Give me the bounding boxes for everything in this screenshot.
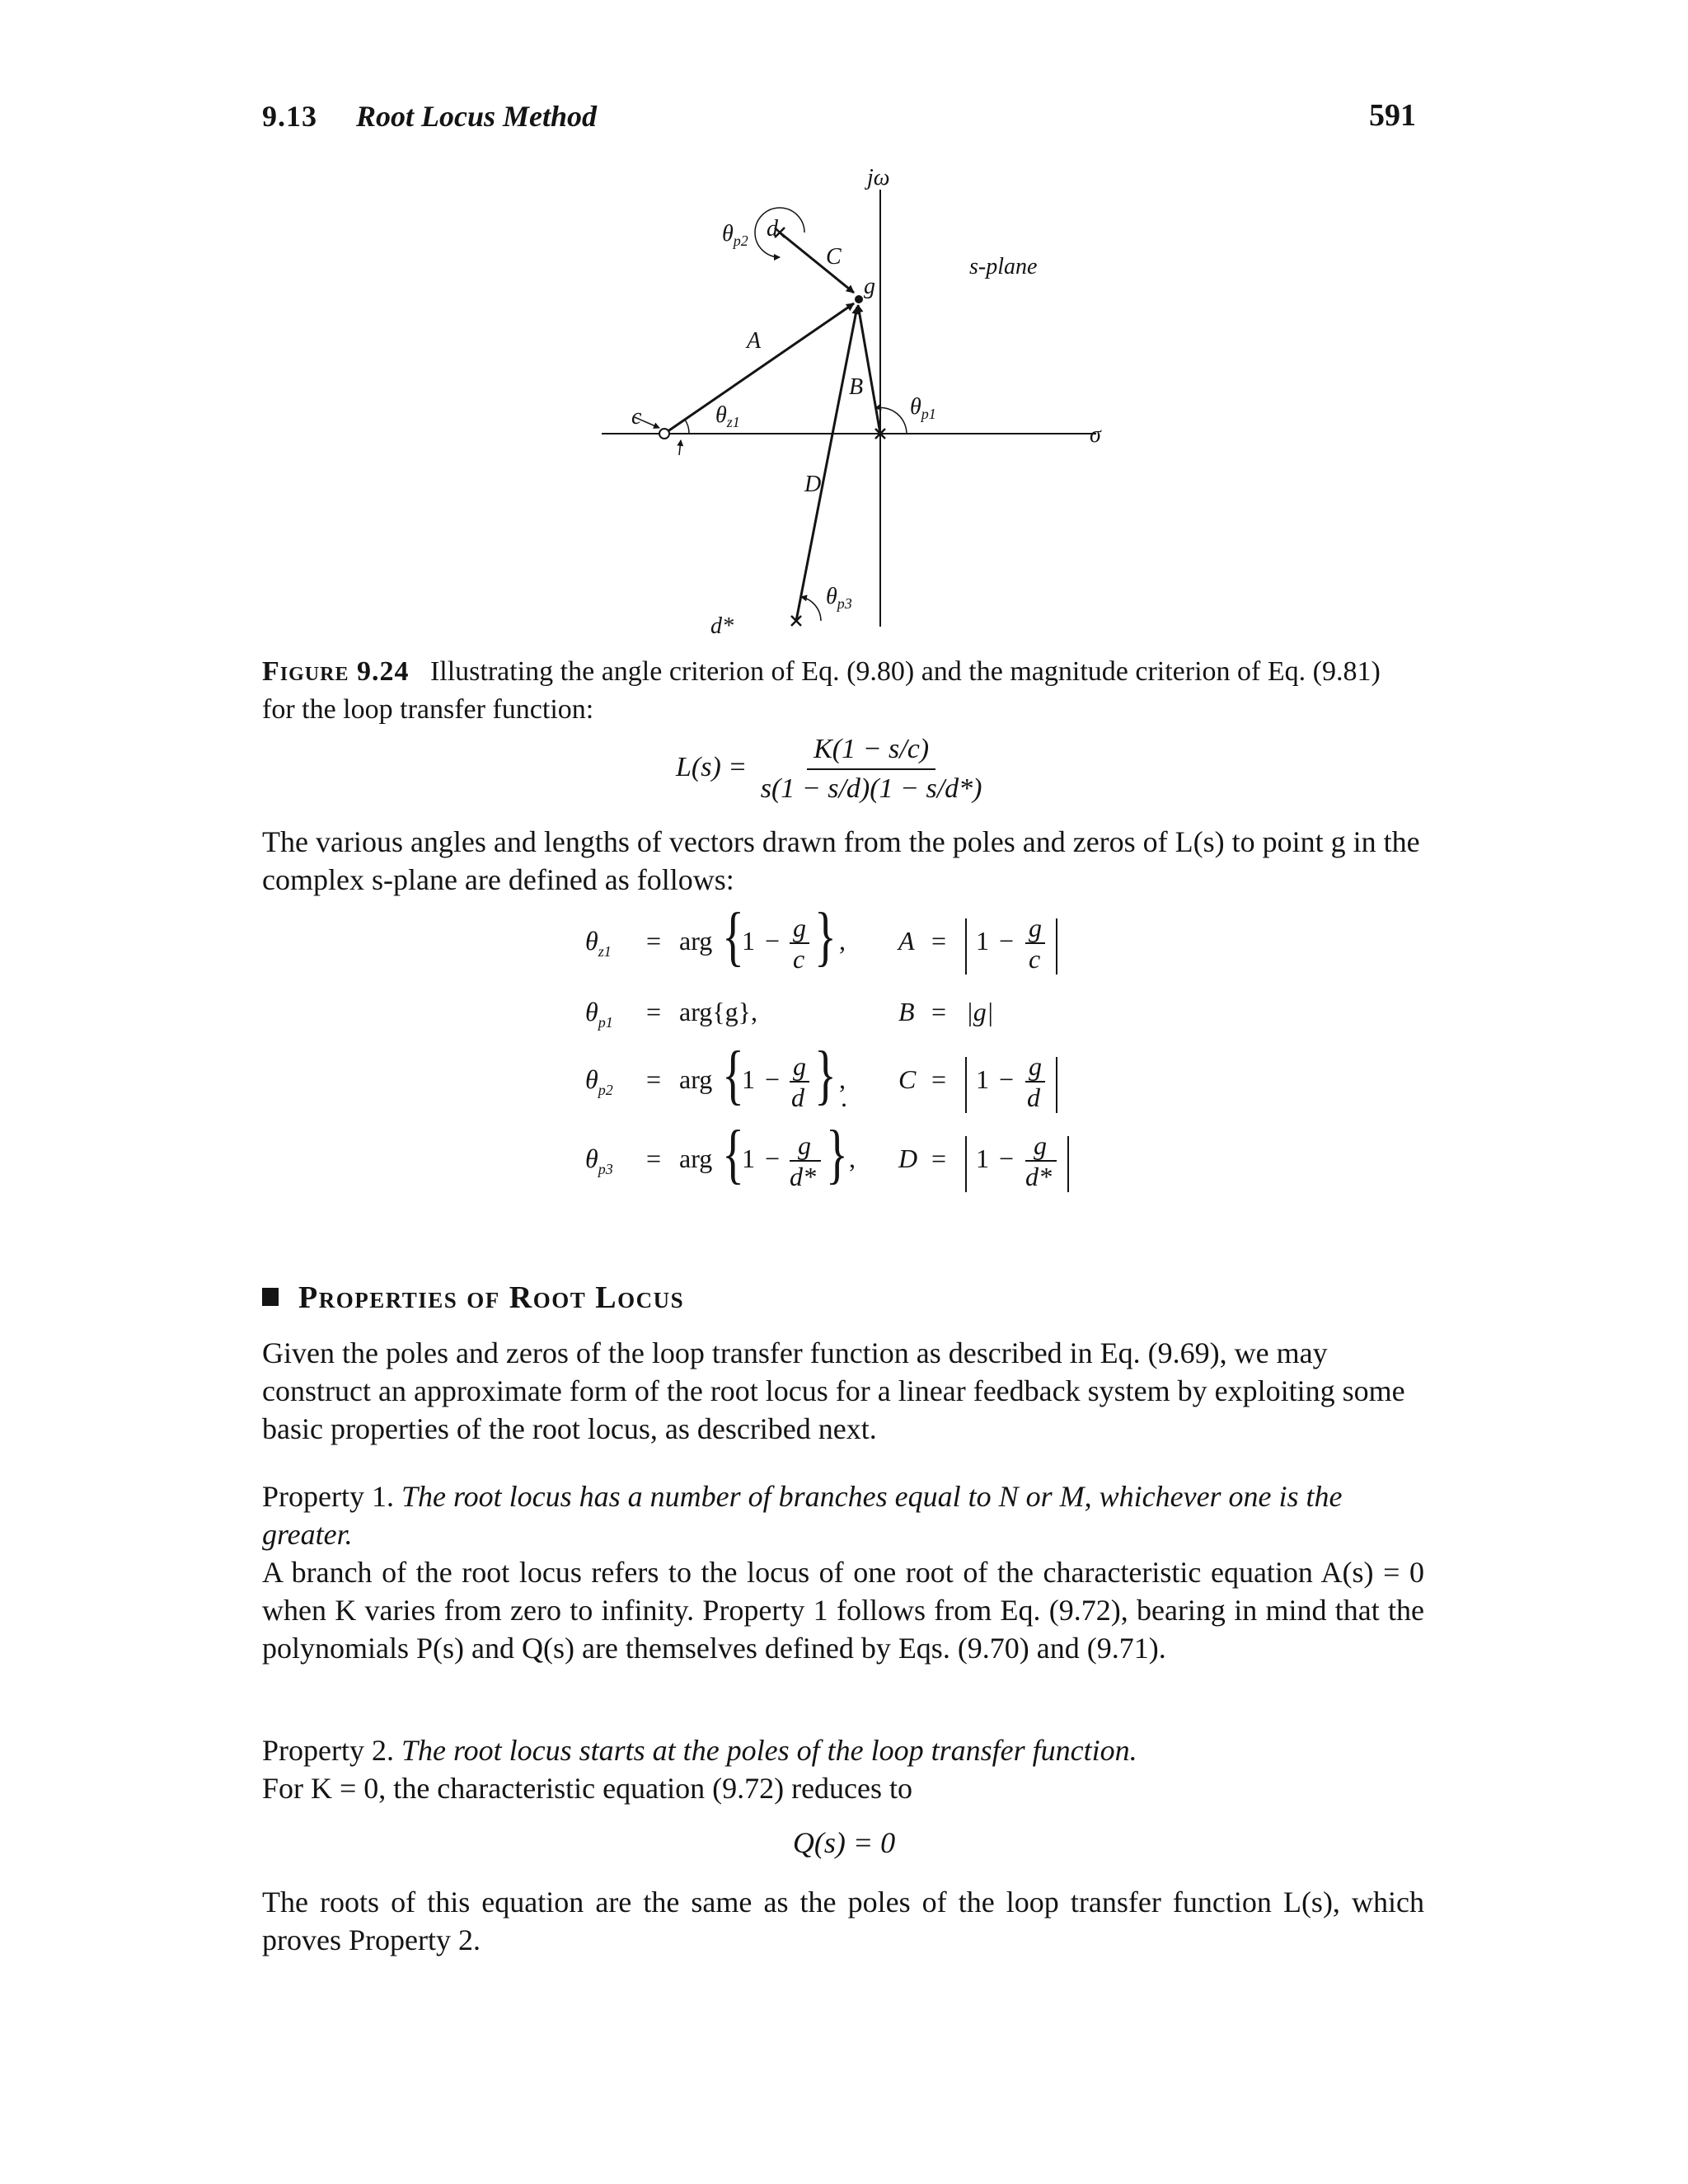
svg-text:}: } xyxy=(814,899,837,973)
svg-text:g: g xyxy=(1034,1130,1047,1160)
point-g-marker xyxy=(855,295,863,303)
svg-text:|g|: |g| xyxy=(966,997,994,1026)
angle-length-definitions xyxy=(577,890,1154,1220)
property-1-label: Property 1. xyxy=(262,1480,394,1513)
svg-text:=: = xyxy=(646,926,662,956)
label-vector-B: B xyxy=(849,374,864,400)
label-jw: jω xyxy=(867,165,890,190)
svg-text:−: − xyxy=(999,1064,1015,1094)
section-number: 9.13 xyxy=(262,100,317,133)
tf-denominator: s(1 − s/d)(1 − s/d*) xyxy=(760,773,982,804)
svg-text:c: c xyxy=(793,944,805,974)
svg-text:θp2: $\theta_{p2}$ xyxy=(585,1064,613,1098)
page-number: 591 xyxy=(1369,98,1416,133)
angle-arc-z1 xyxy=(685,420,689,434)
svg-text:{: { xyxy=(722,1037,744,1111)
svg-text:θp3: $\theta_{p3}$ xyxy=(585,1144,613,1177)
def-D xyxy=(898,1130,1068,1192)
svg-text:g: g xyxy=(793,913,806,942)
label-vector-A: A xyxy=(747,328,762,354)
svg-text:θp1: $\theta_{p1}$ xyxy=(585,997,613,1031)
property-1-body: A branch of the root locus refers to the locus of one root of the characteristic equation A(s) = 0 when K varies from zero to infinity. Property 1 follows from Eq. (9.72), bearing in mind that the polynomials P(s) and Q(s) are themselves defined by Eqs. (9.70) and (9.71). xyxy=(262,1556,1424,1665)
svg-text:=: = xyxy=(931,997,947,1026)
svg-text:−: − xyxy=(765,926,781,956)
def-B xyxy=(898,997,994,1026)
svg-text:B: B xyxy=(898,997,915,1026)
property-2-body: For K = 0, the characteristic equation (9.72) reduces to xyxy=(262,1772,913,1805)
svg-text:}: } xyxy=(814,1037,837,1111)
svg-text:arg{g},: arg{g}, xyxy=(679,997,757,1026)
vector-B xyxy=(858,305,880,434)
section-heading-text: Properties of Root Locus xyxy=(298,1280,685,1315)
def-theta-p1 xyxy=(585,997,757,1031)
svg-text:g: g xyxy=(1029,913,1042,942)
svg-text:g: g xyxy=(798,1130,811,1160)
svg-text:arg: arg xyxy=(679,1144,713,1173)
caption-text: Illustrating the angle criterion of Eq. (9.80) and the magnitude criterion of Eq. (9.81) for the loop transfer function: xyxy=(262,656,1381,725)
svg-text:C: C xyxy=(898,1064,917,1094)
svg-text:{: { xyxy=(722,899,744,973)
svg-text:,: , xyxy=(839,926,846,956)
svg-text:,: , xyxy=(839,1064,846,1094)
section-title: Root Locus Method xyxy=(356,100,598,133)
svg-text:d: d xyxy=(1027,1083,1040,1112)
svg-text:g: g xyxy=(1029,1051,1042,1081)
label-g: g xyxy=(864,274,875,299)
svg-text:d*: d* xyxy=(1025,1162,1052,1191)
svg-text:=: = xyxy=(646,997,662,1026)
svg-text:d: d xyxy=(791,1083,804,1112)
svg-text:−: − xyxy=(765,1064,781,1094)
svg-text:1: 1 xyxy=(742,926,755,956)
def-A xyxy=(897,913,1057,975)
label-vector-C: C xyxy=(826,244,842,270)
svg-text:1: 1 xyxy=(976,926,989,956)
def-theta-z1 xyxy=(585,899,846,974)
label-d-star: d* xyxy=(710,613,734,639)
property-2-label: Property 2. xyxy=(262,1734,394,1767)
svg-text:}: } xyxy=(826,1116,848,1191)
vector-C xyxy=(780,232,854,293)
tf-fraction xyxy=(754,734,989,805)
svg-text:=: = xyxy=(931,926,947,956)
s-plane-figure xyxy=(577,165,1154,643)
intro-paragraph: The various angles and lengths of vectors drawn from the poles and zeros of L(s) to point g in the complex s-plane are defined as follows: xyxy=(262,825,1420,896)
svg-text:−: − xyxy=(999,926,1015,956)
svg-text:−: − xyxy=(765,1144,781,1173)
label-sigma: σ xyxy=(1090,422,1101,448)
z1-tick-arrow xyxy=(679,440,681,455)
svg-text:c: c xyxy=(1029,944,1041,974)
svg-text:1: 1 xyxy=(742,1144,755,1173)
svg-text:arg: arg xyxy=(679,1064,713,1094)
label-theta-p3: $\theta_{p3}$ xyxy=(826,584,852,612)
figure-caption xyxy=(262,653,1416,729)
property-2 xyxy=(262,1731,1424,1769)
svg-text:,: , xyxy=(849,1144,856,1173)
label-theta-p2: $\theta_{p2}$ xyxy=(722,221,748,249)
angle-arc-p3 xyxy=(801,597,821,621)
transfer-function-equation xyxy=(676,734,989,805)
property-1 xyxy=(262,1477,1424,1553)
svg-text:=: = xyxy=(646,1144,662,1173)
svg-text:=: = xyxy=(931,1064,947,1094)
svg-text:1: 1 xyxy=(976,1144,989,1173)
svg-text:1: 1 xyxy=(976,1064,989,1094)
label-vector-D: D xyxy=(804,472,822,497)
property-2-statement: The root locus starts at the poles of the loop transfer function. xyxy=(401,1734,1137,1767)
svg-text:=: = xyxy=(931,1144,947,1173)
svg-text:arg: arg xyxy=(679,926,713,956)
vector-A xyxy=(664,303,854,434)
svg-text:−: − xyxy=(999,1144,1015,1173)
svg-text:{: { xyxy=(722,1116,744,1191)
svg-text:g: g xyxy=(793,1051,806,1081)
svg-text:θz1: $\theta_{z1}$ xyxy=(585,926,612,960)
property-2-equation: Q(s) = 0 xyxy=(792,1826,896,1859)
section-heading xyxy=(262,1280,684,1316)
label-c: c xyxy=(631,404,642,430)
svg-text:D: D xyxy=(898,1144,918,1173)
paragraph-intro-properties: Given the poles and zeros of the loop transfer function as described in Eq. (9.69), we may construct an approximate form of the root locus for a linear feedback system by exploiting some basic properties of the root locus, as described next. xyxy=(262,1336,1405,1445)
label-theta-p1: $\theta_{p1}$ xyxy=(910,394,936,422)
figure-label: Figure 9.24 xyxy=(262,656,410,687)
def-theta-p3 xyxy=(585,1116,856,1191)
tf-lhs: L(s) = xyxy=(676,751,748,782)
svg-text:1: 1 xyxy=(742,1064,755,1094)
tf-numerator: K(1 − s/c) xyxy=(807,734,935,770)
paragraph-final: The roots of this equation are the same as the poles of the loop transfer function L(s), which proves Property 2. xyxy=(262,1886,1424,1956)
zero-c-marker xyxy=(659,429,669,439)
svg-text:.: . xyxy=(841,1083,847,1112)
def-C xyxy=(898,1051,1057,1113)
label-s-plane: s-plane xyxy=(969,254,1038,279)
section-bullet-icon xyxy=(262,1288,279,1306)
svg-text:A: A xyxy=(898,926,915,956)
svg-text:=: = xyxy=(646,1064,662,1094)
label-d: d xyxy=(767,216,778,242)
def-theta-p2 xyxy=(585,1037,847,1112)
property-1-statement: The root locus has a number of branches equal to N or M, whichever one is the greater. xyxy=(262,1480,1343,1551)
vector-D xyxy=(796,307,857,621)
label-theta-z1: $\theta_{z1}$ xyxy=(715,402,740,430)
svg-text:d*: d* xyxy=(790,1162,816,1191)
